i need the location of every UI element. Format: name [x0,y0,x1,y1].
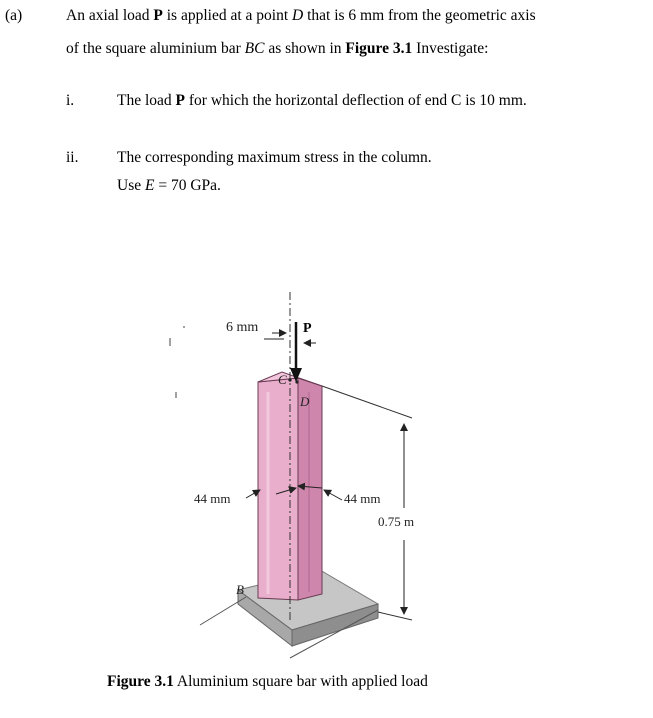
label-width-right: 44 mm [344,491,381,506]
label-length: 0.75 m [378,514,415,529]
modulus-symbol: E [144,177,155,194]
item-marker-i: i. [66,92,75,109]
text-fragment: for which the horizontal deflection of end C is 10 mm. [185,92,527,109]
label-load-point: D [300,394,310,409]
point-symbol: D [292,7,304,24]
text-fragment: An axial load [66,7,154,24]
text-fragment: = 70 GPa. [154,177,221,194]
figure-caption [107,673,428,691]
load-symbol: P [175,92,186,109]
load-arrow [290,322,302,382]
text-fragment: is applied at a point [162,7,292,24]
label-width-left: 44 mm [194,491,231,506]
text-fragment: Investigate: [412,40,489,57]
caption-text: Aluminium square bar with applied load [173,673,428,690]
figure-reference: Figure 3.1 [345,40,413,57]
load-symbol: P [153,7,163,24]
bar-symbol: BC [244,40,265,57]
part-label: (a) [5,7,23,24]
label-top-point: C [278,372,287,387]
text-fragment: Use [117,177,145,194]
item-marker-ii: ii. [66,149,79,166]
label-offset: 6 mm [226,320,259,335]
label-load: P [303,321,312,336]
stray-marks [170,326,184,398]
text-fragment: The load [117,92,176,109]
text-fragment: that is 6 mm from the geometric axis [303,7,536,24]
label-bottom-point: B [236,582,244,597]
text-fragment: of the square aluminium bar [66,40,245,57]
item-text-ii: The corresponding maximum stress in the column. [117,149,432,166]
caption-label: Figure 3.1 [107,673,174,690]
text-fragment: as shown in [264,40,346,57]
